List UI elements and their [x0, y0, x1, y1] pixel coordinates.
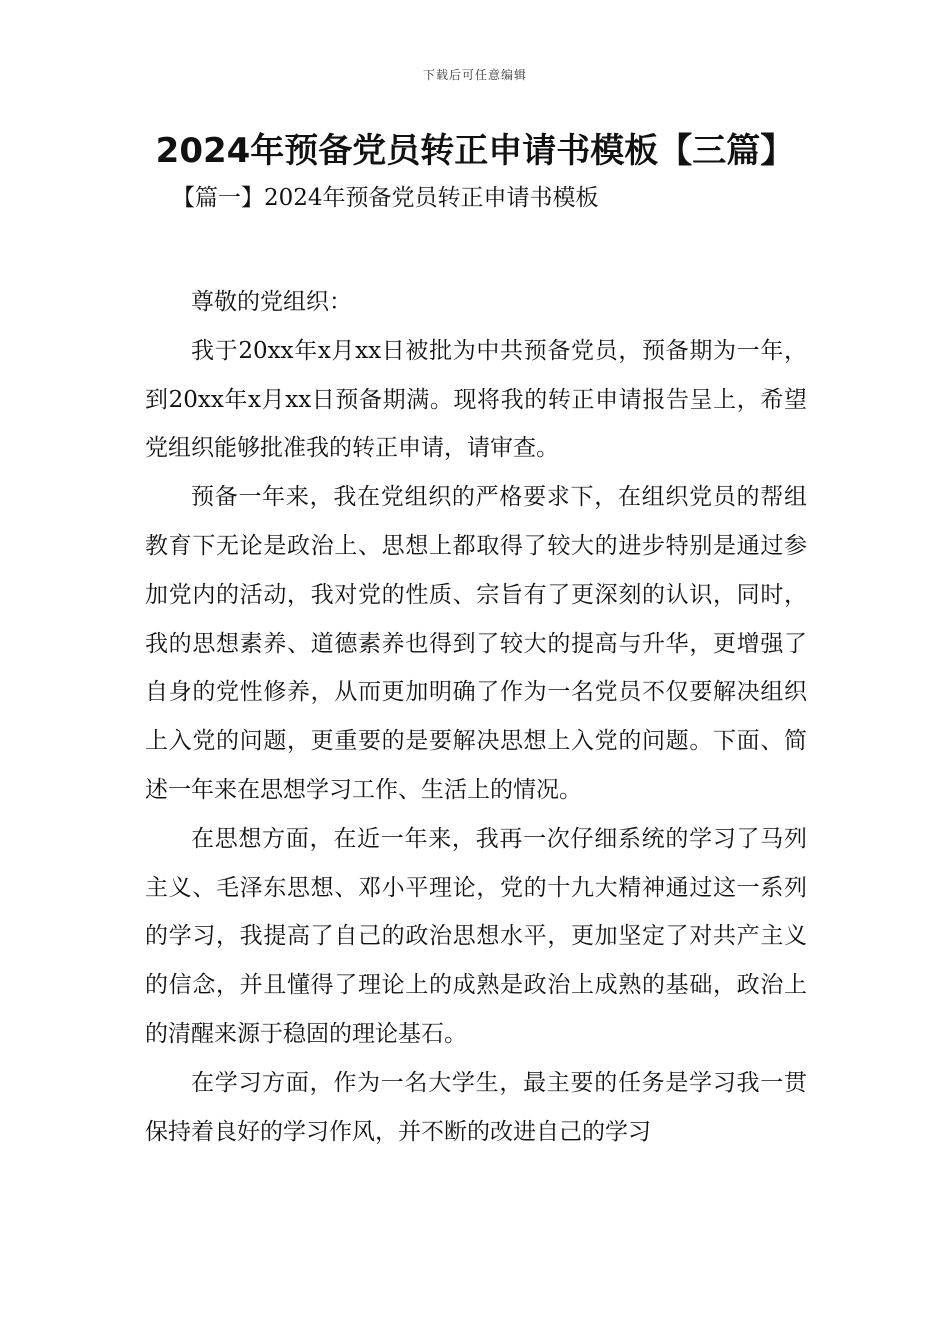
- document-body: [145, 278, 807, 1156]
- body-paragraph: 在学习方面，作为一名大学生，最主要的任务是学习我一贯保持着良好的学习作风，并不断的改进自己的学习: [145, 1069, 807, 1145]
- salutation: 尊敬的党组织：: [191, 289, 352, 315]
- document-title: 2024年预备党员转正申请书模板【三篇】: [155, 131, 795, 171]
- section-subtitle: 【篇一】2024年预备党员转正申请书模板: [172, 185, 599, 211]
- page-header-note: 下载后可任意编辑: [422, 68, 527, 82]
- body-paragraph: 预备一年来，我在党组织的严格要求下，在组织党员的帮组教育下无论是政治上、思想上都取得了较大的进步特别是通过参加党内的活动，我对党的性质、宗旨有了更深刻的认识，同时，我的思想素养、道德素养也得到了较大的提高与升华，更增强了自身的党性修养，从而更加明确了作为一名党员不仅要解决组织上入党的问题，更重要的是要解决思想上入党的问题。下面、简述一年来在思想学习工作、生活上的情况。: [145, 484, 807, 803]
- body-paragraph: 我于20xx年x月xx日被批为中共预备党员，预备期为一年，到20xx年x月xx日预备期满。现将我的转正申请报告呈上，希望党组织能够批准我的转正申请，请审查。: [145, 337, 807, 462]
- body-paragraph: 在思想方面，在近一年来，我再一次仔细系统的学习了马列主义、毛泽东思想、邓小平理论，党的十九大精神通过这一系列的学习，我提高了自己的政治思想水平，更加坚定了对共产主义的信念，并且懂得了理论上的成熟是政治上成熟的基础，政治上的清醒来源于稳固的理论基石。: [145, 825, 807, 1047]
